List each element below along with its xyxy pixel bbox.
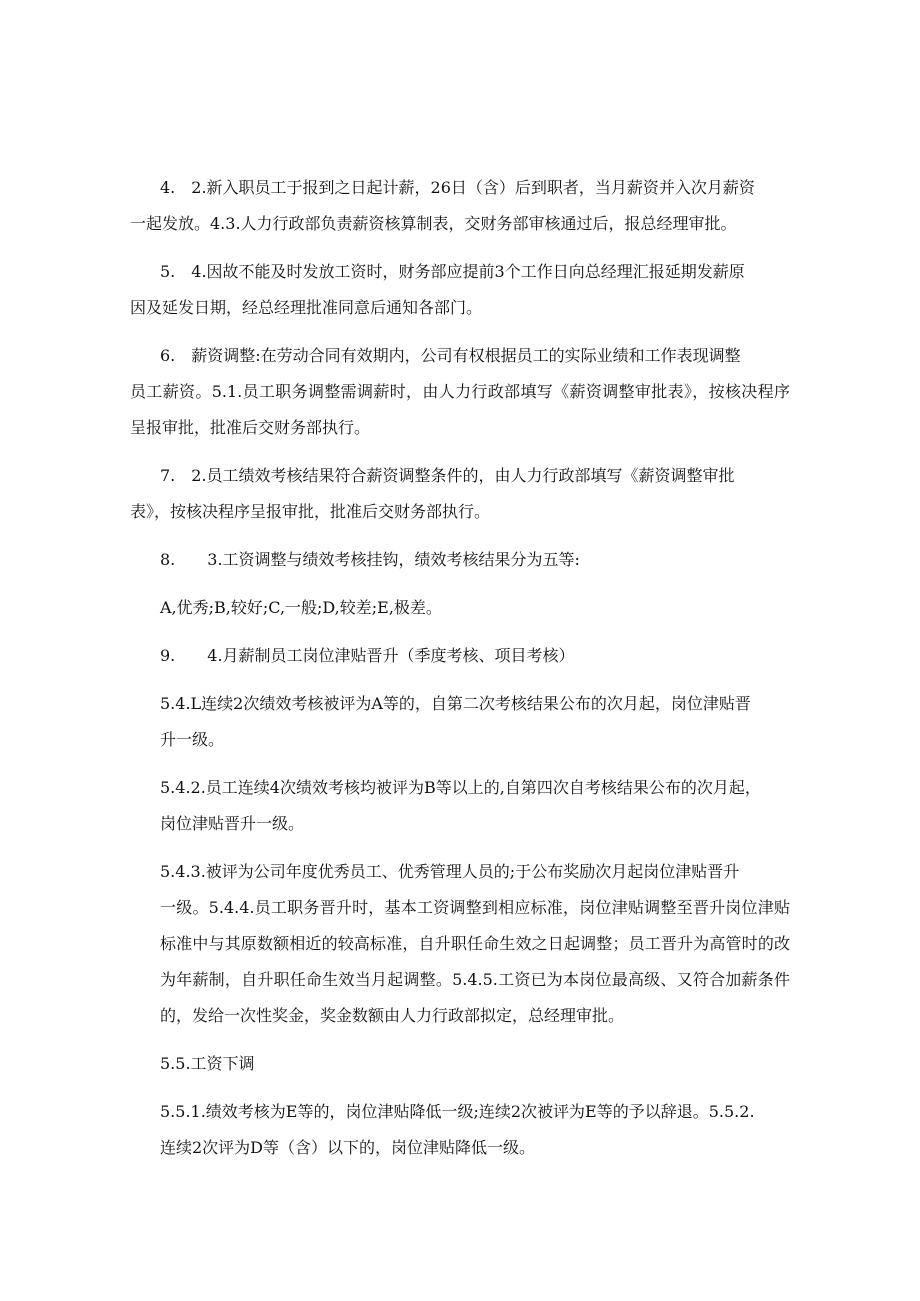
paragraph-5-5-heading (160, 1046, 790, 1082)
paragraph-5-4-2-continuation: 岗位津贴晋升一级。 (160, 814, 305, 833)
paragraph-9-first-line: 9. 4.月薪制员工岗位津贴晋升（季度考核、项目考核） (160, 646, 575, 665)
paragraph-5 (130, 254, 790, 326)
paragraph-5-4-3-continuation: 一级。5.4.4.员工职务晋升时，基本工资调整到相应标准，岗位津贴调整至晋升岗位津贴标准中与其原数额相近的较高标准，自升职任命生效之日起调整；员工晋升为高管时的改为年薪制，自升职任命生效当月起调整。5.4.5.工资已为本岗位最高级、又符合加薪条件的，发给一次性奖金，奖金数额由人力行政部拟定，总经理审批。 (160, 898, 790, 1025)
paragraph-4-continuation: 一起发放。4.3.人力行政部负责薪资核算制表，交财务部审核通过后，报总经理审批。 (130, 214, 737, 233)
paragraph-7-first-line: 7. 2.员工绩效考核结果符合薪资调整条件的，由人力行政部填写《薪资调整审批 (160, 466, 735, 485)
paragraph-5-4-2-first-line: 5.4.2.员工连续4次绩效考核均被评为B等以上的,自第四次自考核结果公布的次月起， (160, 778, 761, 797)
document-body (130, 170, 790, 1178)
paragraph-5-5-heading-line: 5.5.工资下调 (160, 1054, 255, 1073)
paragraph-5-4-2 (160, 770, 790, 842)
paragraph-5-5-1-first-line: 5.5.1.绩效考核为E等的，岗位津贴降低一级;连续2次被评为E等的予以辞退。5.5.2. (160, 1102, 755, 1121)
paragraph-8-first-line: 8. 3.工资调整与绩效考核挂钩，绩效考核结果分为五等: (160, 550, 580, 569)
paragraph-8 (160, 542, 790, 578)
paragraph-9 (160, 638, 790, 674)
paragraph-5-5-1-continuation: 连续2次评为D等（含）以下的，岗位津贴降低一级。 (160, 1138, 536, 1157)
paragraph-7 (130, 458, 790, 530)
paragraph-4 (130, 170, 790, 242)
grade-list-line: A,优秀;B,较好;C,一般;D,较差;E,极差。 (160, 598, 442, 617)
paragraph-7-continuation: 表》，按核决程序呈报审批，批准后交财务部执行。 (130, 502, 491, 521)
paragraph-5-4-1-continuation: 升一级。 (160, 730, 225, 749)
paragraph-5-first-line: 5. 4.因故不能及时发放工资时，财务部应提前3个工作日向总经理汇报延期发薪原 (160, 262, 745, 281)
paragraph-6-continuation: 员工薪资。5.1.员工职务调整需调薪时，由人力行政部填写《薪资调整审批表》，按核决程序呈报审批，批准后交财务部执行。 (130, 382, 790, 437)
paragraph-5-4-1 (160, 686, 790, 758)
paragraph-6 (130, 338, 790, 446)
paragraph-4-first-line: 4. 2.新入职员工于报到之日起计薪，26日（含）后到职者，当月薪资并入次月薪资 (160, 178, 755, 197)
paragraph-5-4-1-first-line: 5.4.L连续2次绩效考核被评为A等的，自第二次考核结果公布的次月起，岗位津贴晋 (160, 694, 751, 713)
paragraph-6-first-line: 6. 薪资调整:在劳动合同有效期内，公司有权根据员工的实际业绩和工作表现调整 (160, 346, 741, 365)
paragraph-5-5-1 (160, 1094, 790, 1166)
grade-list (160, 590, 790, 626)
paragraph-5-4-3-first-line: 5.4.3.被评为公司年度优秀员工、优秀管理人员的;于公布奖励次月起岗位津贴晋升 (160, 862, 740, 881)
paragraph-5-4-3 (160, 854, 790, 1034)
paragraph-5-continuation: 因及延发日期，经总经理批准同意后通知各部门。 (130, 298, 483, 317)
